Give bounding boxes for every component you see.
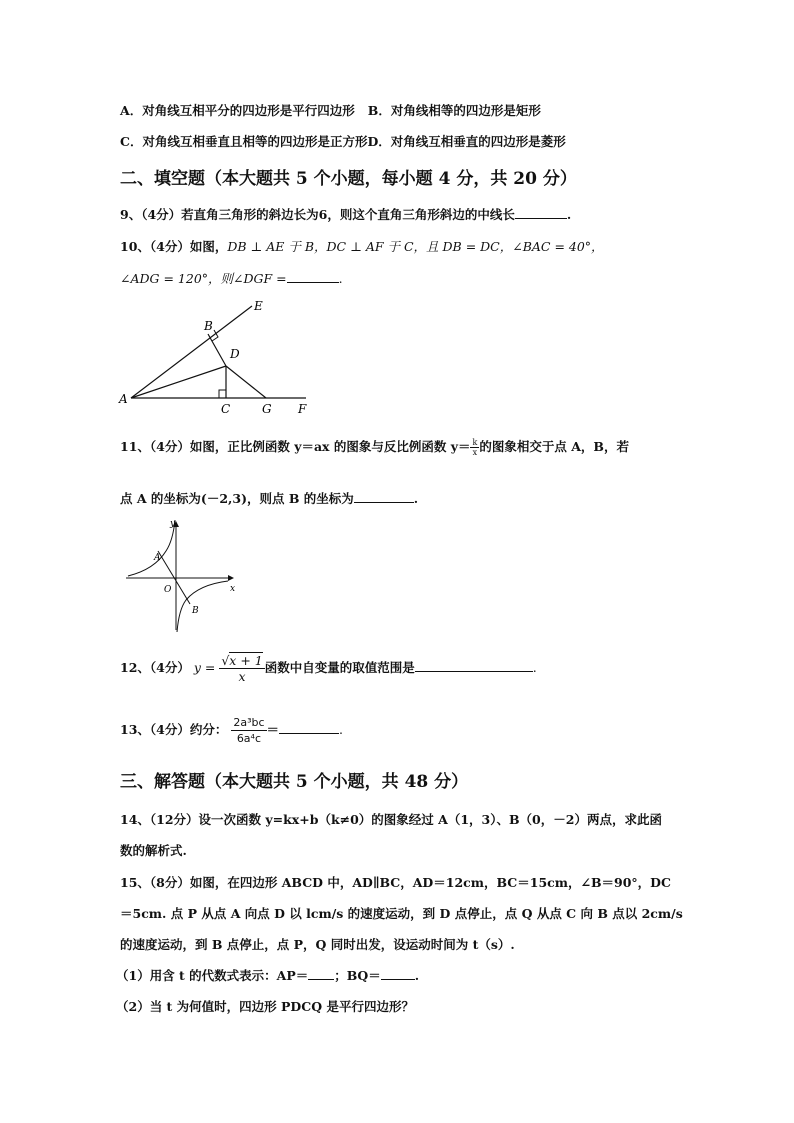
question-12-denominator: x xyxy=(238,669,246,684)
label-y: y xyxy=(170,519,176,529)
label-f: F xyxy=(298,402,307,416)
choice-a: A．对角线互相平分的四边形是平行四边形 xyxy=(120,103,355,118)
question-13-end: . xyxy=(339,722,344,737)
line-db xyxy=(208,334,226,366)
question-10-end: . xyxy=(338,271,343,286)
question-12-end: . xyxy=(532,660,537,675)
question-10-ask: ∠ADG = 120°，则∠DGF = xyxy=(120,271,287,286)
question-15-sub-1 xyxy=(116,967,419,985)
question-13-denominator: 6a⁴c xyxy=(236,732,262,745)
section-2-title: 二、填空题（本大题共 5 个小题，每小题 4 分，共 20 分） xyxy=(120,169,577,189)
question-12-numerator: √x + 1 xyxy=(221,653,263,668)
choice-line-2 xyxy=(120,133,566,151)
label-b: B xyxy=(204,319,213,333)
section-3-title: 三、解答题（本大题共 5 个小题，共 48 分） xyxy=(120,772,469,792)
fraction-k-over-x xyxy=(470,438,479,457)
label-x: x xyxy=(230,584,236,594)
choice-c: C．对角线互相垂直且相等的四边形是正方形 xyxy=(120,134,368,149)
question-10-line-2 xyxy=(120,270,343,288)
label-c: C xyxy=(221,402,231,416)
question-11-end: . xyxy=(413,491,419,506)
sqrt-content: x + 1 xyxy=(229,653,263,668)
choice-line-1 xyxy=(120,102,541,120)
question-12 xyxy=(120,651,537,685)
line-ad xyxy=(131,366,226,398)
question-14-line-1: 14、（12分）设一次函数 y=kx+b（k≠0）的图象经过 A（1，3）、B（0，－2）两点，求此函 xyxy=(120,812,662,827)
question-11-text-b: 的图象相交于点 A，B，若 xyxy=(479,439,629,454)
question-13-numerator: 2a³bc xyxy=(233,716,265,729)
label-b: B xyxy=(192,606,199,616)
label-d: D xyxy=(230,347,240,361)
x-axis-arrow xyxy=(228,575,234,581)
question-15-sub-1-text-a: （1）用含 t 的代数式表示：AP＝ xyxy=(116,968,309,983)
question-12-suffix: 函数中自变量的取值范围是 xyxy=(264,660,415,675)
question-12-y-equals: y = xyxy=(193,660,216,675)
question-15-sub-2: （2）当 t 为何值时，四边形 PDCQ 是平行四边形？ xyxy=(116,999,414,1014)
hyperbola-branch-right xyxy=(177,581,228,632)
answer-blank-bq[interactable] xyxy=(381,967,415,980)
question-13-fraction xyxy=(231,715,266,746)
question-15-sub-1-text-b: ；BQ＝ xyxy=(334,968,381,983)
answer-blank-11[interactable] xyxy=(354,490,414,503)
question-9-text: 9、（4分）若直角三角形的斜边长为6，则这个直角三角形斜边的中线长 xyxy=(120,207,515,222)
question-10-figure xyxy=(116,296,316,416)
answer-blank-13[interactable] xyxy=(279,721,339,734)
question-9 xyxy=(120,206,571,224)
fraction-denominator: x xyxy=(472,448,478,457)
choice-b: B．对角线相等的四边形是矩形 xyxy=(367,103,541,118)
question-15-sub-1-end: . xyxy=(414,968,420,983)
question-15-line-3: 的速度运动，到 B 点停止，点 P，Q 同时出发，设运动时间为 t（s）. xyxy=(120,937,515,952)
label-a: A xyxy=(154,553,161,563)
question-12-fraction xyxy=(219,653,264,684)
question-11-line-1 xyxy=(120,438,629,457)
choice-d: D．对角线互相垂直的四边形是菱形 xyxy=(367,134,566,149)
right-angle-mark-c xyxy=(219,390,226,398)
label-g: G xyxy=(262,402,272,416)
answer-blank-ap[interactable] xyxy=(308,967,334,980)
answer-blank-9[interactable] xyxy=(515,206,567,219)
fraction-numerator: k xyxy=(472,438,478,447)
question-13-equals: ＝ xyxy=(266,722,280,737)
question-11-text-c: 点 A 的坐标为(－2,3)，则点 B 的坐标为 xyxy=(120,491,354,506)
question-11-text-a: 11、（4分）如图，正比例函数 y＝ax 的图象与反比例函数 y＝ xyxy=(120,439,471,454)
answer-blank-12[interactable] xyxy=(415,659,533,672)
question-9-end: . xyxy=(566,207,572,222)
question-10-line-1 xyxy=(120,238,604,256)
question-11-line-2 xyxy=(120,490,418,508)
question-15-line-2: ＝5cm. 点 P 从点 A 向点 D 以 lcm/s 的速度运动，到 D 点停止，点 Q 从点 C 向 B 点以 2cm/s xyxy=(120,906,683,921)
question-13 xyxy=(120,713,343,747)
answer-blank-10[interactable] xyxy=(287,270,339,283)
question-10-condition: DB ⊥ AE 于 B，DC ⊥ AF 于 C，且 DB = DC，∠BAC = 40°， xyxy=(227,239,604,254)
label-a: A xyxy=(119,392,128,406)
question-10-prefix: 10、（4分）如图， xyxy=(120,239,228,254)
question-15-line-1: 15、（8分）如图，在四边形 ABCD 中，AD∥BC，AD＝12cm，BC＝15cm，∠B＝90°，DC xyxy=(120,875,671,890)
question-14-line-2: 数的解析式. xyxy=(120,843,187,858)
label-e: E xyxy=(254,299,263,313)
question-11-figure xyxy=(124,516,238,634)
question-12-prefix: 12、（4分） xyxy=(120,660,190,675)
line-dg xyxy=(226,366,266,398)
label-o: O xyxy=(164,585,172,595)
question-13-prefix: 13、（4分）约分： xyxy=(120,722,228,737)
